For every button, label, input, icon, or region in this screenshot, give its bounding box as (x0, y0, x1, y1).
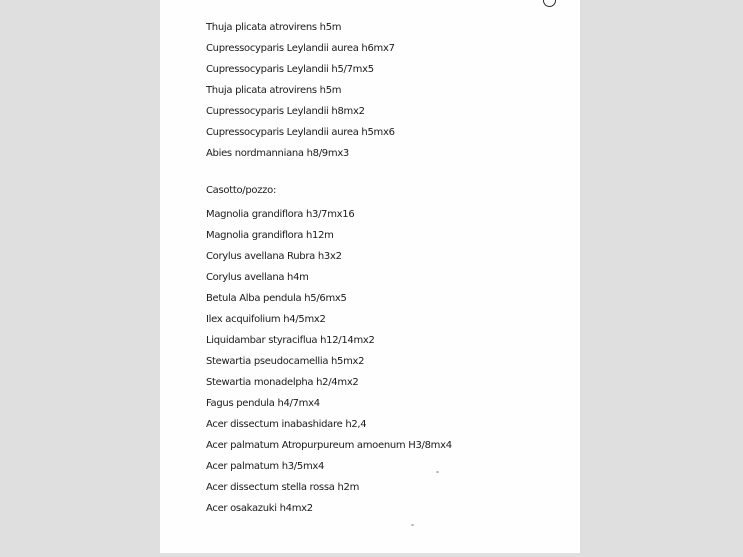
plant-list-line: Cupressocyparis Leylandii aurea h6mx7 (206, 43, 395, 54)
plant-list-line: Liquidambar styraciflua h12/14mx2 (206, 335, 375, 346)
plant-list-line: Betula Alba pendula h5/6mx5 (206, 293, 347, 304)
plant-list-line: Abies nordmanniana h8/9mx3 (206, 148, 349, 159)
plant-list-line: Stewartia pseudocamellia h5mx2 (206, 356, 365, 367)
plant-list-line: Corylus avellana Rubra h3x2 (206, 251, 342, 262)
plant-list-line: Ilex acquifolium h4/5mx2 (206, 314, 326, 325)
plant-list-line: Thuja plicata atrovirens h5m (206, 22, 342, 33)
plant-list-line: Acer dissectum inabashidare h2,4 (206, 419, 367, 430)
scan-speck (436, 471, 439, 473)
section-heading-casotto-pozzo: Casotto/pozzo: (206, 185, 277, 196)
plant-list-line: Cupressocyparis Leylandii aurea h5mx6 (206, 127, 395, 138)
scan-speck (411, 524, 414, 526)
plant-list-line: Acer dissectum stella rossa h2m (206, 482, 360, 493)
plant-list-line: Fagus pendula h4/7mx4 (206, 398, 320, 409)
plant-list-line: Acer osakazuki h4mx2 (206, 503, 313, 514)
plant-list (160, 0, 580, 519)
plant-list-line: Thuja plicata atrovirens h5m (206, 85, 342, 96)
plant-list-line: Cupressocyparis Leylandii h8mx2 (206, 106, 365, 117)
plant-list-line: Stewartia monadelpha h2/4mx2 (206, 377, 359, 388)
plant-list-line: Magnolia grandiflora h12m (206, 230, 334, 241)
plant-list-line: Magnolia grandiflora h3/7mx16 (206, 209, 355, 220)
plant-list-line: Corylus avellana h4m (206, 272, 309, 283)
plant-list-line: Acer palmatum h3/5mx4 (206, 461, 325, 472)
plant-list-line: Cupressocyparis Leylandii h5/7mx5 (206, 64, 374, 75)
plant-list-line: Acer palmatum Atropurpureum amoenum H3/8mx4 (206, 440, 452, 451)
document-page (160, 0, 580, 553)
